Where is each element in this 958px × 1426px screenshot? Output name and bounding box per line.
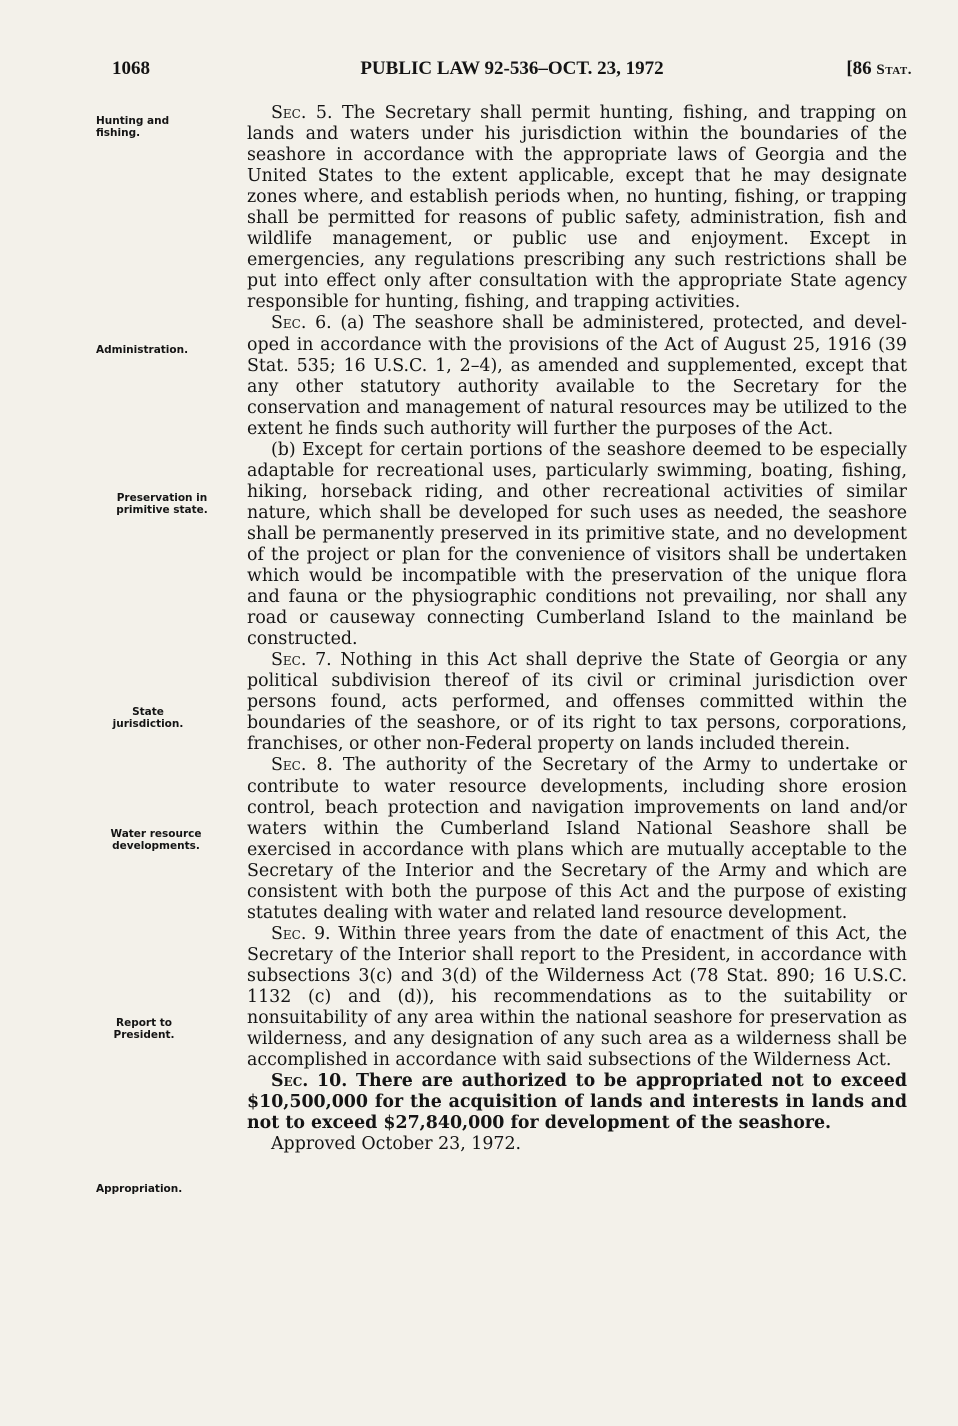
margin-note-hunting: Hunting and fishing.	[96, 115, 170, 139]
section-text: The authority of the Secretary of the Army to undertake or contribute to water resource developments, including shore erosion control, beach protection and navigation improvements on land and/or waters within the Cumberland Island National Seashore shall be exercised in accordance with plans which are mutually acceptable to the Secretary of the Interior and the Secretary of the Army and which are consistent with both the purpose of this Act and the purpose of existing statutes dealing with water and related land resource development.	[247, 755, 907, 923]
margin-note-state-jurisdiction: State jurisdiction.	[112, 706, 184, 730]
margin-note-administration: Administration.	[96, 344, 189, 356]
section-6a	[247, 313, 907, 439]
page-title: PUBLIC LAW 92-536–OCT. 23, 1972	[360, 58, 664, 79]
section-text: The Secretary shall permit hunting, fishing, and trapping on lands and waters under his jurisdiction within the boundaries of the seashore in accordance with the appropriate laws of Georgia and the United States to the extent applicable, except that he may designate zones where, and establish periods when, no hunting, fishing, or trapping shall be permitted for reasons of public safety, administration, fish and wildlife management, or public use and enjoyment. Except in emergencies, any regulations prescribing any such restrictions shall be put into effect only after consultation with the appropriate State agency responsible for hunting, fishing, and trapping activities.	[247, 103, 907, 313]
section-6b	[247, 440, 907, 650]
statute-prefix: [86	[846, 58, 877, 79]
section-text: Nothing in this Act shall deprive the State of Georgia or any political subdivision thereof of its civil or criminal jurisdiction over persons found, acts performed, and offenses committed within the boundaries of the seashore, or of its right to tax persons, corporations, franchises, or other non-Federal property on lands included therein.	[247, 650, 907, 755]
section-label: Sec. 8.	[271, 755, 333, 776]
page-number: 1068	[112, 58, 150, 79]
section-label: Sec. 9.	[271, 923, 331, 944]
law-body	[247, 103, 907, 1155]
section-label: Sec. 7.	[271, 650, 332, 671]
section-10	[247, 1071, 907, 1134]
section-text: Within three years from the date of enactment of this Act, the Secretary of the Interior shall report to the President, in accordance with subsections 3(c) and 3(d) of the Wilderness Act (78 Stat. 890; 16 U.S.C. 1132 (c) and (d)), his recommendations as to the suitability or nonsuitability of any area within the national seashore for preservation as wilderness, and any designation of any such area as a wilderness shall be accomplished in accordance with said subsections of the Wilderness Act.	[247, 923, 907, 1071]
section-label: Sec. 6.	[271, 313, 332, 334]
section-label: Sec. 5.	[271, 103, 333, 123]
page-header	[112, 58, 912, 88]
margin-note-preservation: Preservation in primitive state.	[116, 492, 208, 516]
section-5	[247, 103, 907, 313]
margin-note-appropriation: Appropriation.	[96, 1183, 183, 1195]
margin-note-report: Report to President.	[113, 1017, 175, 1041]
statute-reference	[846, 58, 912, 80]
section-9	[247, 924, 907, 1071]
margin-note-water-resource: Water resource developments.	[110, 828, 202, 852]
section-label: Sec. 10.	[271, 1071, 348, 1092]
section-7	[247, 650, 907, 755]
approval-line: Approved October 23, 1972.	[271, 1134, 522, 1155]
section-8	[247, 755, 907, 923]
section-text: (b) Except for certain portions of the seashore deemed to be especially adaptable for recreational uses, particularly swimming, boating, fishing, hiking, horseback riding, and other recreational activities of similar nature, which shall be developed for such uses as needed, the seashore shall be permanently preserved in its primitive state, and no development of the project or plan for the convenience of visitors shall be undertaken which would be incompatible with the preservation of the unique flora and fauna or the physiographic conditions not prevailing, nor shall any road or causeway connecting Cumberland Island to the mainland be constructed.	[247, 439, 907, 650]
statute-word: Stat.	[876, 62, 912, 78]
section-text: There are authorized to be appropriated not to exceed $10,500,000 for the acquisition of lands and interests in lands and not to exceed $27,840,000 for development of the seashore.	[247, 1071, 907, 1134]
section-text: (a) The seashore shall be administered, protected, and developed in accordance with the provisions of the Act of August 25, 1916 (39 Stat. 535; 16 U.S.C. 1, 2–4), as amended and supplemented, except that any other statutory authority available to the Secretary for the conservation and management of natural resources may be utilized to the extent he finds such authority will further the purposes of the Act.	[247, 313, 907, 439]
